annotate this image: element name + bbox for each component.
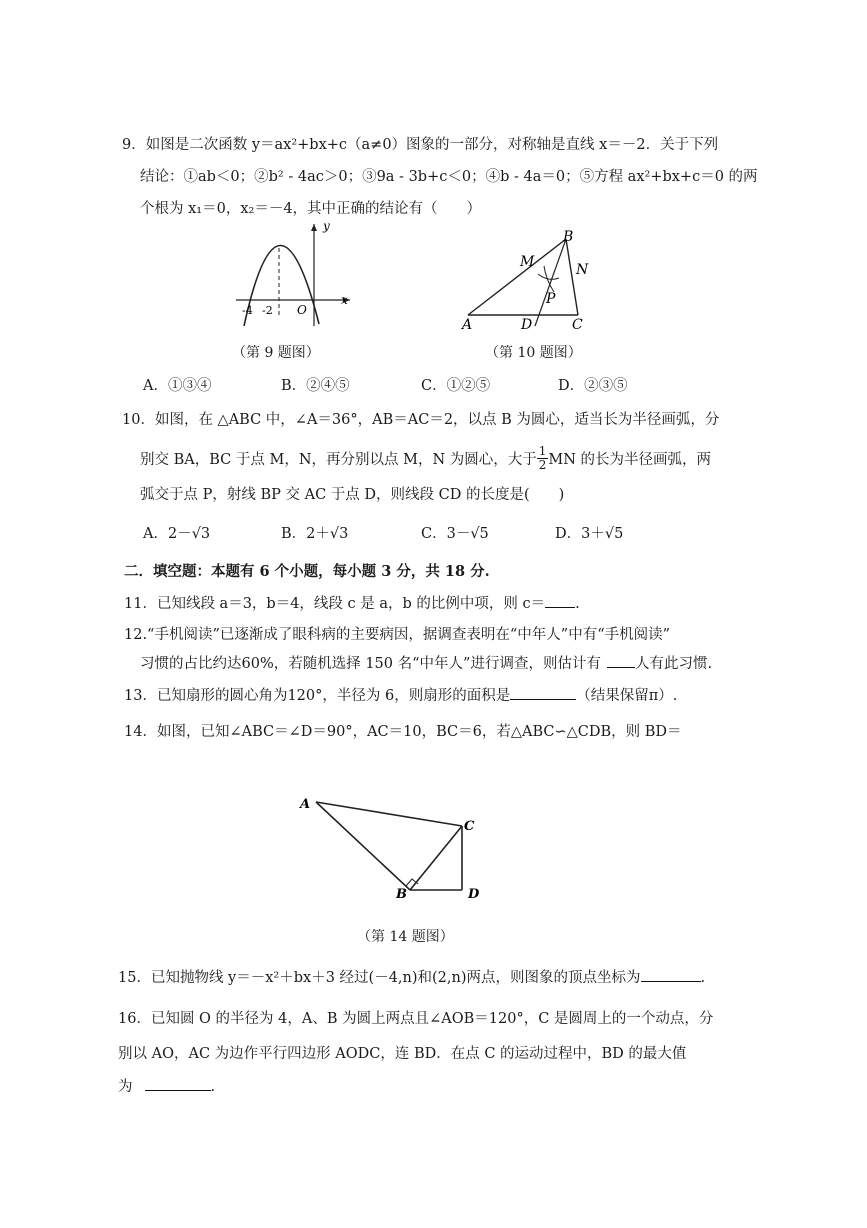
q9-line-1: 9．如图是二次函数 y＝ax²+bx+c（a≠0）图象的一部分，对称轴是直线 x＝－2．关于下列: [122, 137, 719, 153]
q15-answer-blank: [641, 980, 701, 982]
q12-line-1: 12.“手机阅读”已逐渐成了眼科病的主要病因，据调查表明在“中年人”中有“手机阅读”: [124, 627, 671, 643]
q14-label-b: B: [396, 887, 407, 902]
q16-line-3: [118, 1075, 215, 1096]
section-2-heading: 二．填空题：本题有 6 个小题，每小题 3 分，共 18 分.: [124, 563, 490, 580]
q10-label-p: P: [546, 291, 556, 307]
q10-figure: [458, 226, 598, 336]
q9-figure: [228, 218, 353, 330]
q10-option-a: A．2－√3: [143, 526, 211, 542]
q10-arc-1: [538, 274, 559, 279]
q16-line-1: 16．已知圆 O 的半径为 4，A、B 为圆上两点且∠AOB＝120°，C 是圆周上的一个动点，分: [118, 1011, 714, 1027]
q10-option-c: C．3－√5: [421, 526, 489, 542]
q9-line-3: 个根为 x₁＝0，x₂＝－4，其中正确的结论有（ ）: [140, 201, 482, 217]
q9-y-label: y: [323, 219, 330, 233]
q10-label-d: D: [521, 317, 533, 333]
q10-option-d: D．3＋√5: [555, 526, 624, 542]
q9-y-arrow-icon: [311, 224, 317, 231]
q10-label-m: M: [520, 254, 535, 270]
q14-line-1: 14．如图，已知∠ABC＝∠D＝90°，AC＝10，BC＝6，若△ABC∽△CDB，则 BD＝: [124, 724, 682, 740]
q10-line-3: 弧交于点 P，射线 BP 交 AC 于点 D，则线段 CD 的长度是( ): [140, 487, 565, 503]
q14-label-d: D: [468, 887, 480, 902]
q13-answer-blank: [510, 698, 576, 700]
q10-caption: （第 10 题图）: [485, 345, 582, 361]
q11-answer-blank: [545, 606, 575, 608]
q12-line-2a: 习惯的占比约达60%，若随机选择 150 名“中年人”进行调查，则估计有: [140, 656, 601, 672]
q9-option-c: C．①②⑤: [421, 378, 491, 394]
q10-label-a: A: [462, 317, 473, 333]
q14-caption: （第 14 题图）: [357, 929, 454, 945]
q15: [118, 966, 705, 987]
q12-line-2: [140, 652, 712, 673]
q10-line-2: [140, 445, 711, 472]
q11-text: 11．已知线段 a＝3，b＝4，线段 c 是 a，b 的比例中项，则 c＝: [124, 596, 546, 612]
q12-line-2b: 人有此习惯.: [634, 656, 713, 672]
q10-label-b: B: [563, 229, 574, 245]
q14-right-angle-mark: [406, 879, 418, 886]
q10-label-c: C: [572, 317, 583, 333]
q9-caption: （第 9 题图）: [232, 345, 320, 361]
q13-end: （结果保留π）.: [576, 688, 678, 704]
q14-label-c: C: [464, 819, 475, 834]
q9-line-2: 结论：①ab＜0；②b² - 4ac＞0；③9a - 3b+c＜0；④b - 4a＝0；⑤方程 ax²+bx+c＝0 的两: [140, 169, 758, 185]
q9-origin-label: O: [297, 303, 307, 317]
q16-line-2: 别以 AO，AC 为边作平行四边形 AODC，连 BD．在点 C 的运动过程中，BD 的最大值: [118, 1046, 687, 1062]
q12-answer-blank: [607, 666, 635, 668]
q10-fraction-den: 2: [538, 458, 547, 472]
q10-label-n: N: [576, 262, 589, 278]
q10-line-2b: MN 的长为半径画弧，两: [548, 452, 712, 468]
q16-line-3a: 为: [118, 1079, 133, 1095]
q11-end: .: [575, 596, 580, 612]
q14-label-a: A: [300, 797, 311, 812]
q9-tick-minus4: -4: [242, 304, 253, 317]
q15-end: .: [700, 970, 706, 986]
q10-fraction: [537, 445, 549, 472]
q10-line-2a: 别交 BA，BC 于点 M，N，再分别以点 M，N 为圆心，大于: [140, 452, 537, 468]
q9-parabola: [244, 245, 319, 326]
q16-line-3b: .: [210, 1079, 216, 1095]
q14-figure: [292, 790, 492, 910]
q9-x-label: x: [341, 293, 348, 307]
q9-option-a: A．①③④: [143, 378, 212, 394]
q11: [124, 592, 580, 613]
q10-option-b: B．2＋√3: [281, 526, 349, 542]
q10-fraction-num: 1: [538, 444, 547, 458]
q9-option-d: D．②③⑤: [558, 378, 628, 394]
q16-answer-blank: [145, 1089, 211, 1091]
q15-text: 15．已知抛物线 y＝－x²＋bx＋3 经过(－4,n)和(2,n)两点，则图象的顶点坐标为: [118, 970, 641, 986]
q13: [124, 684, 677, 705]
q10-line-1: 10．如图，在 △ABC 中，∠A＝36°，AB＝AC＝2，以点 B 为圆心，适当长为半径画弧，分: [122, 412, 720, 428]
q14-side-bc: [410, 826, 462, 890]
q9-option-b: B．②④⑤: [281, 378, 350, 394]
q9-tick-minus2: -2: [262, 304, 273, 317]
q13-text: 13．已知扇形的圆心角为120°，半径为 6，则扇形的面积是: [124, 688, 511, 704]
q10-ray-bp: [535, 239, 566, 326]
